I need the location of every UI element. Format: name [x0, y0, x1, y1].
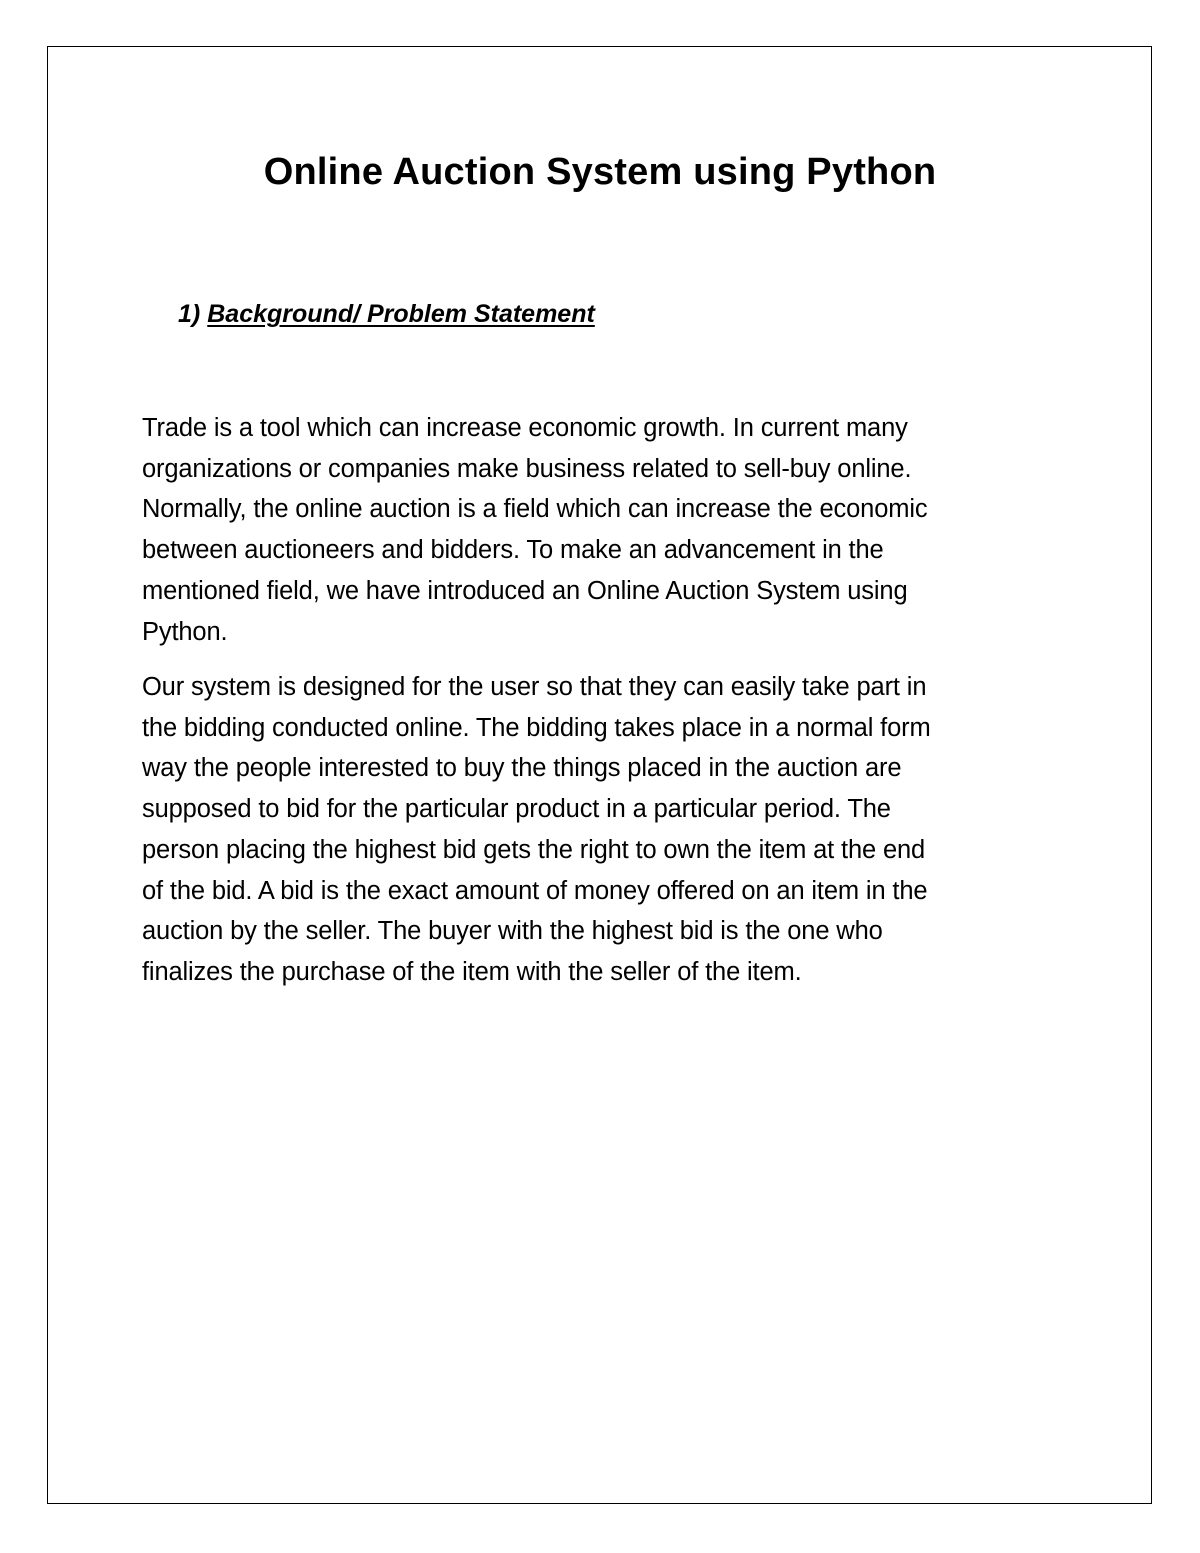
document-title: Online Auction System using Python — [263, 151, 937, 193]
section-heading-text: Background/ Problem Statement — [207, 300, 595, 328]
paragraph-system-description: Our system is designed for the user so that they can easily take part in the bidding conducted online. The bidding takes place in a normal form way the people interested to buy the things placed in the auction are supposed to bid for the particular product in a particular period. The person placing the highest bid gets the right to own the item at the end of the bid. A bid is the exact amount of money offered on an item in the auction by the seller. The buyer with the highest bid is the one who finalizes the purchase of the item with the seller of the item. — [142, 673, 931, 986]
paragraph-background: Trade is a tool which can increase economic growth. In current many organizations or companies make business related to sell-buy online. Normally, the online auction is a field which can increase the economic between auctioneers and bidders. To make an advancement in the mentioned field, we have introduced an Online Auction System using Python. — [142, 414, 928, 646]
section-number: 1) — [178, 300, 201, 328]
section-heading — [178, 296, 595, 332]
